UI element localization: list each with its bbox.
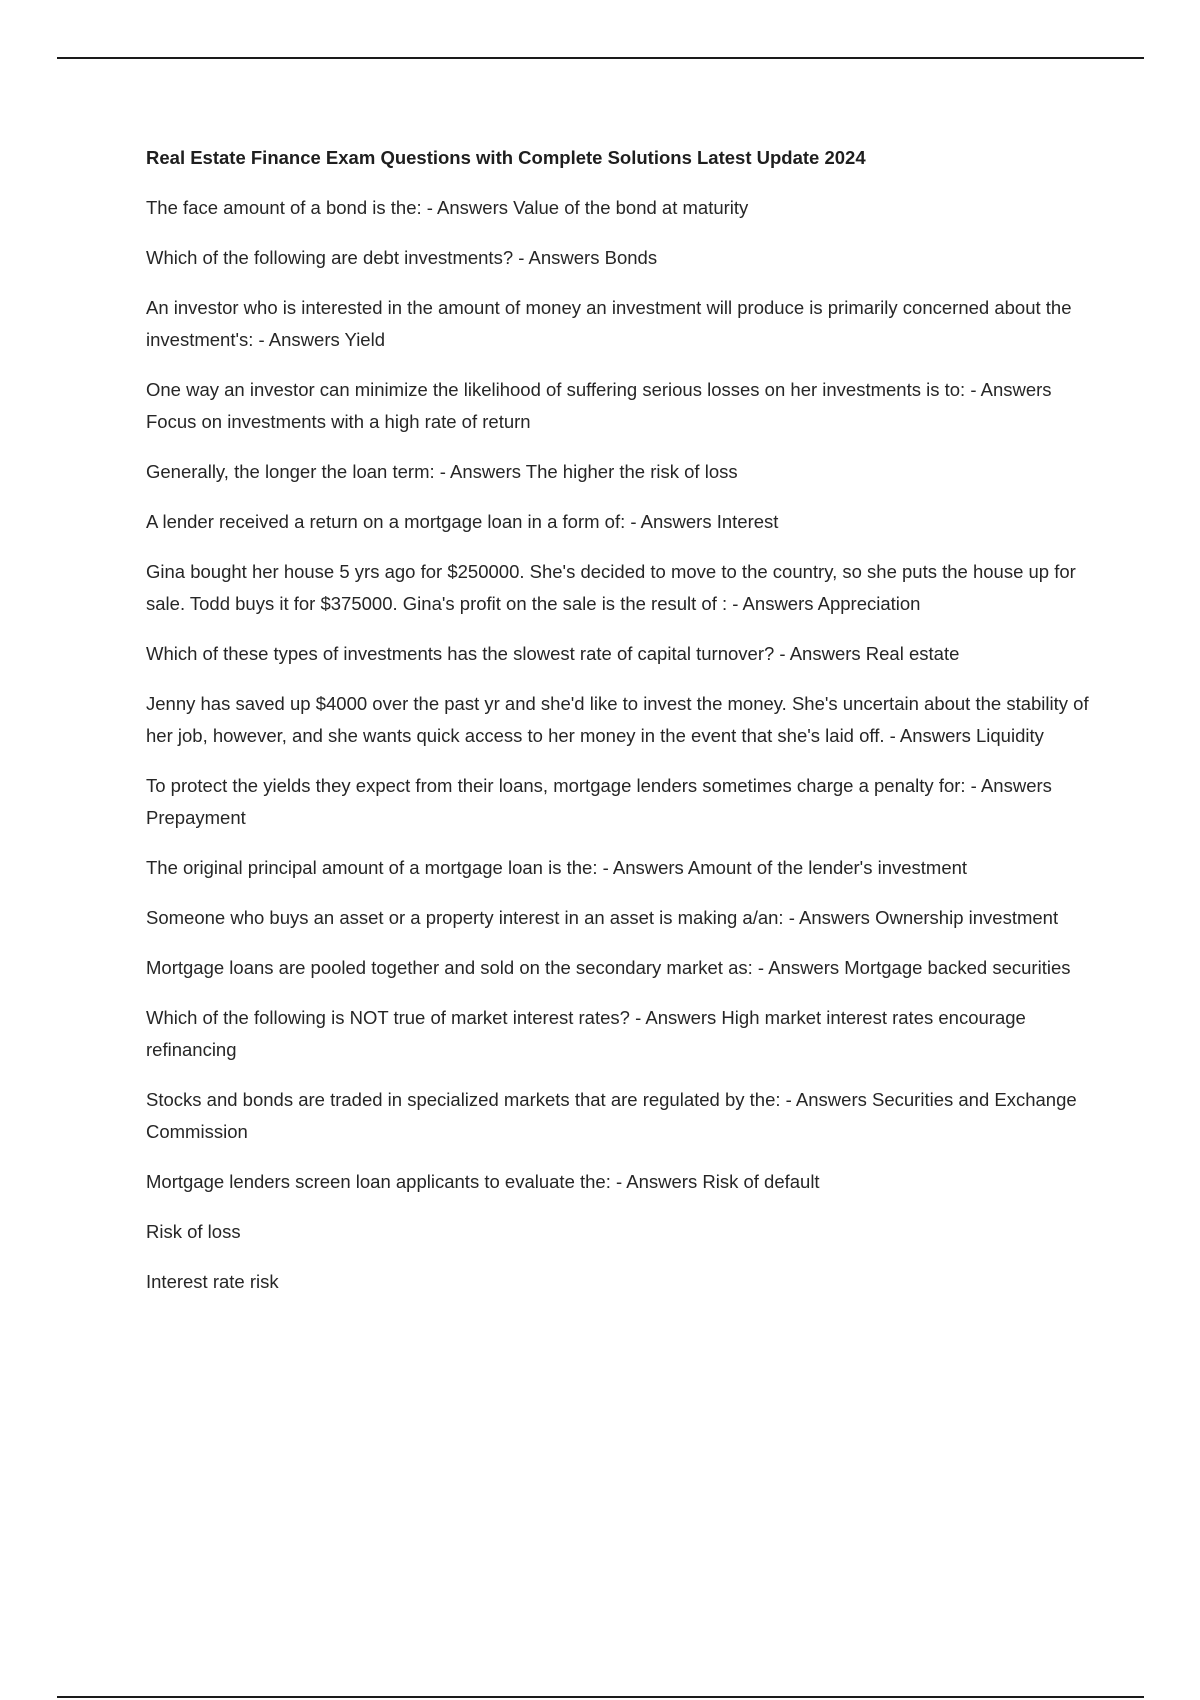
qa-paragraph-14: Which of the following is NOT true of market interest rates? - Answers High market interest rates encourage refinancing — [146, 1007, 1026, 1060]
document-body — [146, 143, 1106, 1316]
qa-paragraph-9: Jenny has saved up $4000 over the past yr and she'd like to invest the money. She's uncertain about the stability of her job, however, and she wants quick access to her money in the event that she's laid off. - Answers Liquidity — [146, 693, 1089, 746]
top-rule — [57, 57, 1144, 59]
qa-paragraph-8: Which of these types of investments has the slowest rate of capital turnover? - Answers Real estate — [146, 643, 960, 664]
qa-paragraph-4: One way an investor can minimize the likelihood of suffering serious losses on her investments is to: - Answers Focus on investments with a high rate of return — [146, 379, 1052, 432]
document-title: Real Estate Finance Exam Questions with Complete Solutions Latest Update 2024 — [146, 147, 866, 168]
qa-paragraph-7: Gina bought her house 5 yrs ago for $250000. She's decided to move to the country, so she puts the house up for sale. Todd buys it for $375000. Gina's profit on the sale is the result of : - Answers Appreciation — [146, 561, 1076, 614]
qa-paragraph-12: Someone who buys an asset or a property interest in an asset is making a/an: - Answers Ownership investment — [146, 907, 1059, 928]
qa-paragraph-1: The face amount of a bond is the: - Answers Value of the bond at maturity — [146, 197, 749, 218]
qa-paragraph-17: Risk of loss — [146, 1221, 241, 1242]
qa-paragraph-10: To protect the yields they expect from their loans, mortgage lenders sometimes charge a penalty for: - Answers Prepayment — [146, 775, 1052, 828]
qa-paragraph-11: The original principal amount of a mortgage loan is the: - Answers Amount of the lender's investment — [146, 857, 968, 878]
qa-paragraph-16: Mortgage lenders screen loan applicants to evaluate the: - Answers Risk of default — [146, 1171, 820, 1192]
qa-paragraph-13: Mortgage loans are pooled together and sold on the secondary market as: - Answers Mortgage backed securities — [146, 957, 1071, 978]
qa-paragraph-5: Generally, the longer the loan term: - Answers The higher the risk of loss — [146, 461, 738, 482]
qa-paragraph-18: Interest rate risk — [146, 1271, 279, 1292]
qa-paragraph-2: Which of the following are debt investments? - Answers Bonds — [146, 247, 658, 268]
qa-paragraph-15: Stocks and bonds are traded in specialized markets that are regulated by the: - Answers Securities and Exchange Commission — [146, 1089, 1077, 1142]
bottom-rule — [57, 1696, 1144, 1698]
qa-paragraph-3: An investor who is interested in the amount of money an investment will produce is primarily concerned about the investment's: - Answers Yield — [146, 297, 1072, 350]
qa-paragraph-6: A lender received a return on a mortgage loan in a form of: - Answers Interest — [146, 511, 779, 532]
